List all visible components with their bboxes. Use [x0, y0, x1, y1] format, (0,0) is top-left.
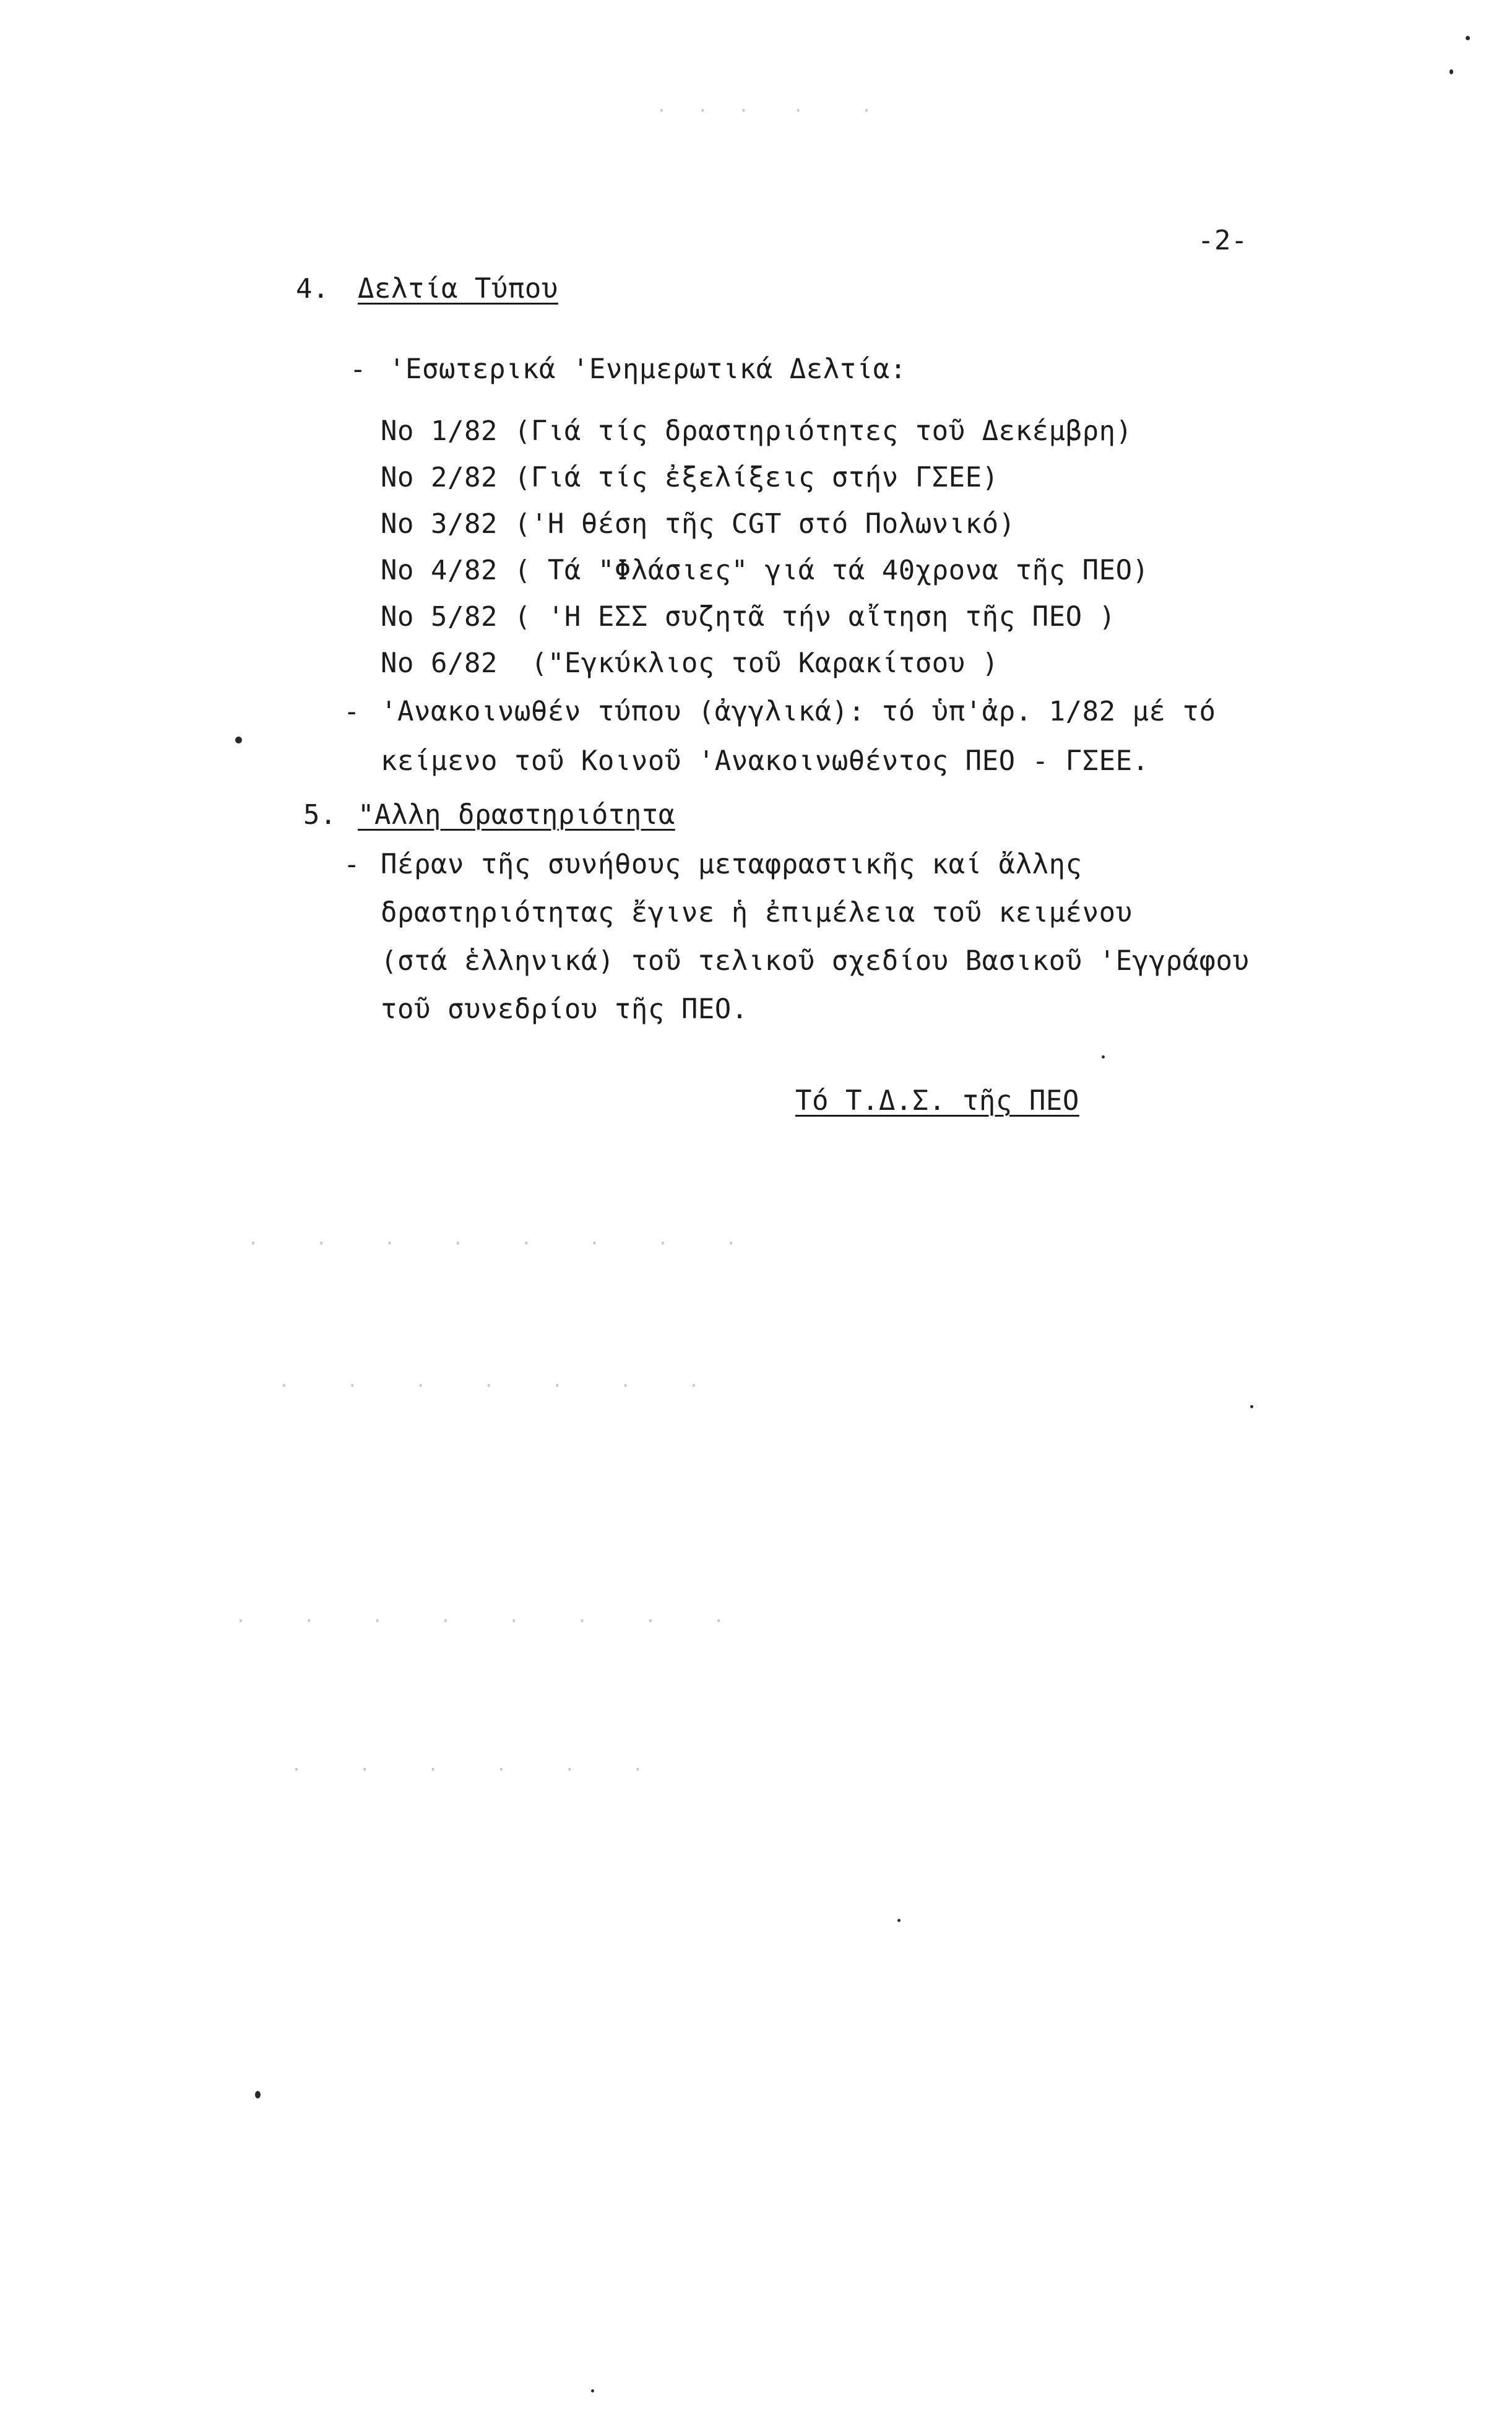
show-through-marks: · · · · · · — [291, 1759, 646, 1781]
section-5-heading: "Αλλη δραστηριότητα — [358, 799, 675, 831]
show-through-marks: · · · · · · · — [279, 1375, 702, 1397]
show-through-marks: · · · · · · · · — [235, 1611, 727, 1632]
section-4-sub-dash: - — [350, 353, 366, 385]
scan-speck — [897, 1919, 901, 1922]
section-4-heading: Δελτία Τύπου — [358, 273, 558, 305]
show-through-marks: · · · · · · · · — [248, 1233, 740, 1255]
press-release-line-1: 'Ανακοινωθέν τύπου (ἀγγλικά): τό ὑπ'ἀρ. 1/82 μέ τό — [381, 696, 1216, 727]
section-5-line: δραστηριότητας ἔγινε ἡ ἐπιμέλεια τοῦ κειμένου — [381, 897, 1133, 928]
press-release-dash: - — [343, 696, 360, 727]
list-item: Νο 6/82 ("Εγκύκλιος τοῦ Καρακίτσου ) — [381, 647, 999, 679]
section-4-sub-heading: 'Εσωτερικά 'Ενημερωτικά Δελτία: — [389, 353, 907, 385]
scan-speck — [1102, 1055, 1105, 1058]
section-5-dash: - — [343, 849, 360, 880]
section-5-line: (στά ἑλληνικά) τοῦ τελικοῦ σχεδίου Βασικοῦ 'Εγγράφου — [381, 945, 1250, 977]
list-item: Νο 4/82 ( Τά "Φλάσιες" γιά τά 40χρονα τῆς ΠΕΟ) — [381, 555, 1149, 586]
scan-speck — [255, 2091, 261, 2098]
page-number: -2- — [1198, 225, 1248, 256]
scan-speck — [1250, 1405, 1253, 1408]
scan-speck — [235, 737, 242, 743]
list-item: Νο 2/82 (Γιά τίς ἐξελίξεις στήν ΓΣΕΕ) — [381, 462, 999, 493]
scan-speck — [1449, 69, 1453, 74]
press-release-line-2: κείμενο τοῦ Κοινοῦ 'Ανακοινωθέντος ΠΕΟ - ΓΣΕΕ. — [381, 745, 1149, 777]
section-5-line: τοῦ συνεδρίου τῆς ΠΕΟ. — [381, 993, 748, 1025]
list-item: Νο 1/82 (Γιά τίς δραστηριότητες τοῦ Δεκέμβρη) — [381, 415, 1133, 447]
section-4-number: 4. — [296, 273, 329, 305]
section-5-line: Πέραν τῆς συνήθους μεταφραστικῆς καί ἄλλης — [381, 849, 1082, 880]
list-item: Νο 3/82 ('Η θέση τῆς CGT στό Πολωνικό) — [381, 508, 1016, 540]
scan-speck — [1466, 36, 1470, 40]
show-through-marks: · · · · · — [656, 100, 875, 122]
scan-speck — [591, 2389, 594, 2392]
signature: Τό Τ.Δ.Σ. τῆς ΠΕΟ — [795, 1085, 1079, 1117]
list-item: Νο 5/82 ( 'Η ΕΣΣ συζητᾶ τήν αἴτηση τῆς ΠΕΟ ) — [381, 601, 1116, 633]
section-5-number: 5. — [303, 799, 337, 831]
